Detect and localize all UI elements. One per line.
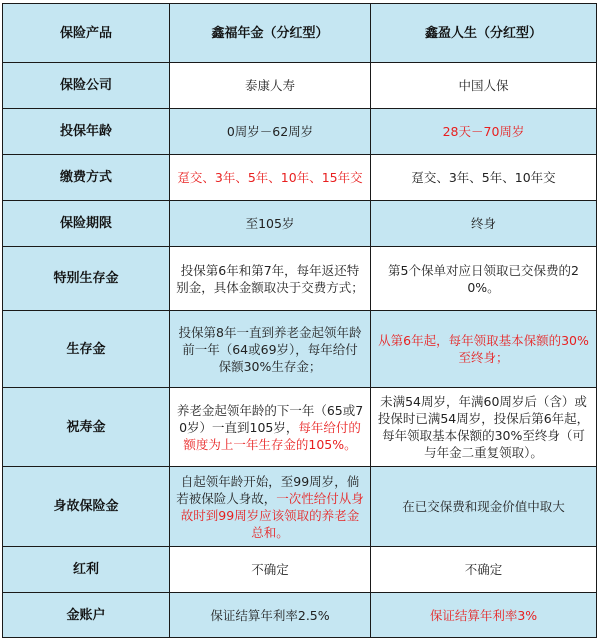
company-a: 泰康人寿: [170, 63, 371, 109]
table-row: [3, 311, 597, 388]
row-label-age: 投保年龄: [3, 109, 170, 155]
survival-benefit-a: 投保第8年一直到养老金起领年龄前一年（64或69岁），每年给付保额30%生存金；: [170, 311, 371, 388]
longevity-benefit-a-text: 养老金起领年龄的下一年（65或70岁）一直到105岁，: [176, 402, 364, 435]
special-benefit-b: 第5个保单对应日领取已交保费的20%。: [371, 247, 597, 311]
payment-b: 趸交、3年、5年、10年交: [371, 155, 597, 201]
death-benefit-a-highlight: 一次性给付从身故时到99周岁应该领取的养老金总和。: [180, 490, 364, 540]
header-product-b: 鑫盈人生（分红型）: [371, 4, 597, 63]
longevity-benefit-b: 未满54周岁，年满60周岁后（含）或投保时已满54周岁，投保后第6年起，每年领取基本保额的30%至终身（可与年金二重复领取）。: [371, 388, 597, 467]
row-label-survival-benefit: 生存金: [3, 311, 170, 388]
table-row: [3, 593, 597, 638]
table-row: [3, 388, 597, 467]
company-b: 中国人保: [371, 63, 597, 109]
table-row: [3, 547, 597, 593]
row-label-payment: 缴费方式: [3, 155, 170, 201]
gold-account-b: 保证结算年利率3%: [371, 593, 597, 638]
dividend-a: 不确定: [170, 547, 371, 593]
table-row: [3, 63, 597, 109]
row-label-longevity-benefit: 祝寿金: [3, 388, 170, 467]
row-label-gold-account: 金账户: [3, 593, 170, 638]
table-row: [3, 201, 597, 247]
table-row: [3, 247, 597, 311]
age-a: 0周岁－62周岁: [170, 109, 371, 155]
header-product: 保险产品: [3, 4, 170, 63]
payment-a: 趸交、3年、5年、10年、15年交: [170, 155, 371, 201]
term-b: 终身: [371, 201, 597, 247]
row-label-dividend: 红利: [3, 547, 170, 593]
table-row: [3, 155, 597, 201]
death-benefit-b: 在已交保费和现金价值中取大: [371, 467, 597, 547]
survival-benefit-b: 从第6年起，每年领取基本保额的30%至终身；: [371, 311, 597, 388]
row-label-special-benefit: 特别生存金: [3, 247, 170, 311]
longevity-benefit-a: [170, 388, 371, 467]
row-label-death-benefit: 身故保险金: [3, 467, 170, 547]
header-product-a: 鑫福年金（分红型）: [170, 4, 371, 63]
death-benefit-a: [170, 467, 371, 547]
longevity-benefit-a-highlight: 每年给付的额度为上一年生存金的105%。: [183, 419, 361, 452]
dividend-b: 不确定: [371, 547, 597, 593]
death-benefit-a-text: 自起领年龄开始，至99周岁，倘若被保险人身故，: [176, 473, 360, 506]
term-a: 至105岁: [170, 201, 371, 247]
comparison-table: [2, 3, 597, 638]
table-header-row: [3, 4, 597, 63]
row-label-company: 保险公司: [3, 63, 170, 109]
table-row: [3, 467, 597, 547]
special-benefit-a: 投保第6年和第7年，每年返还特别金，具体金额取决于交费方式；: [170, 247, 371, 311]
gold-account-a: 保证结算年利率2.5%: [170, 593, 371, 638]
table-row: [3, 109, 597, 155]
row-label-term: 保险期限: [3, 201, 170, 247]
age-b: 28天－70周岁: [371, 109, 597, 155]
